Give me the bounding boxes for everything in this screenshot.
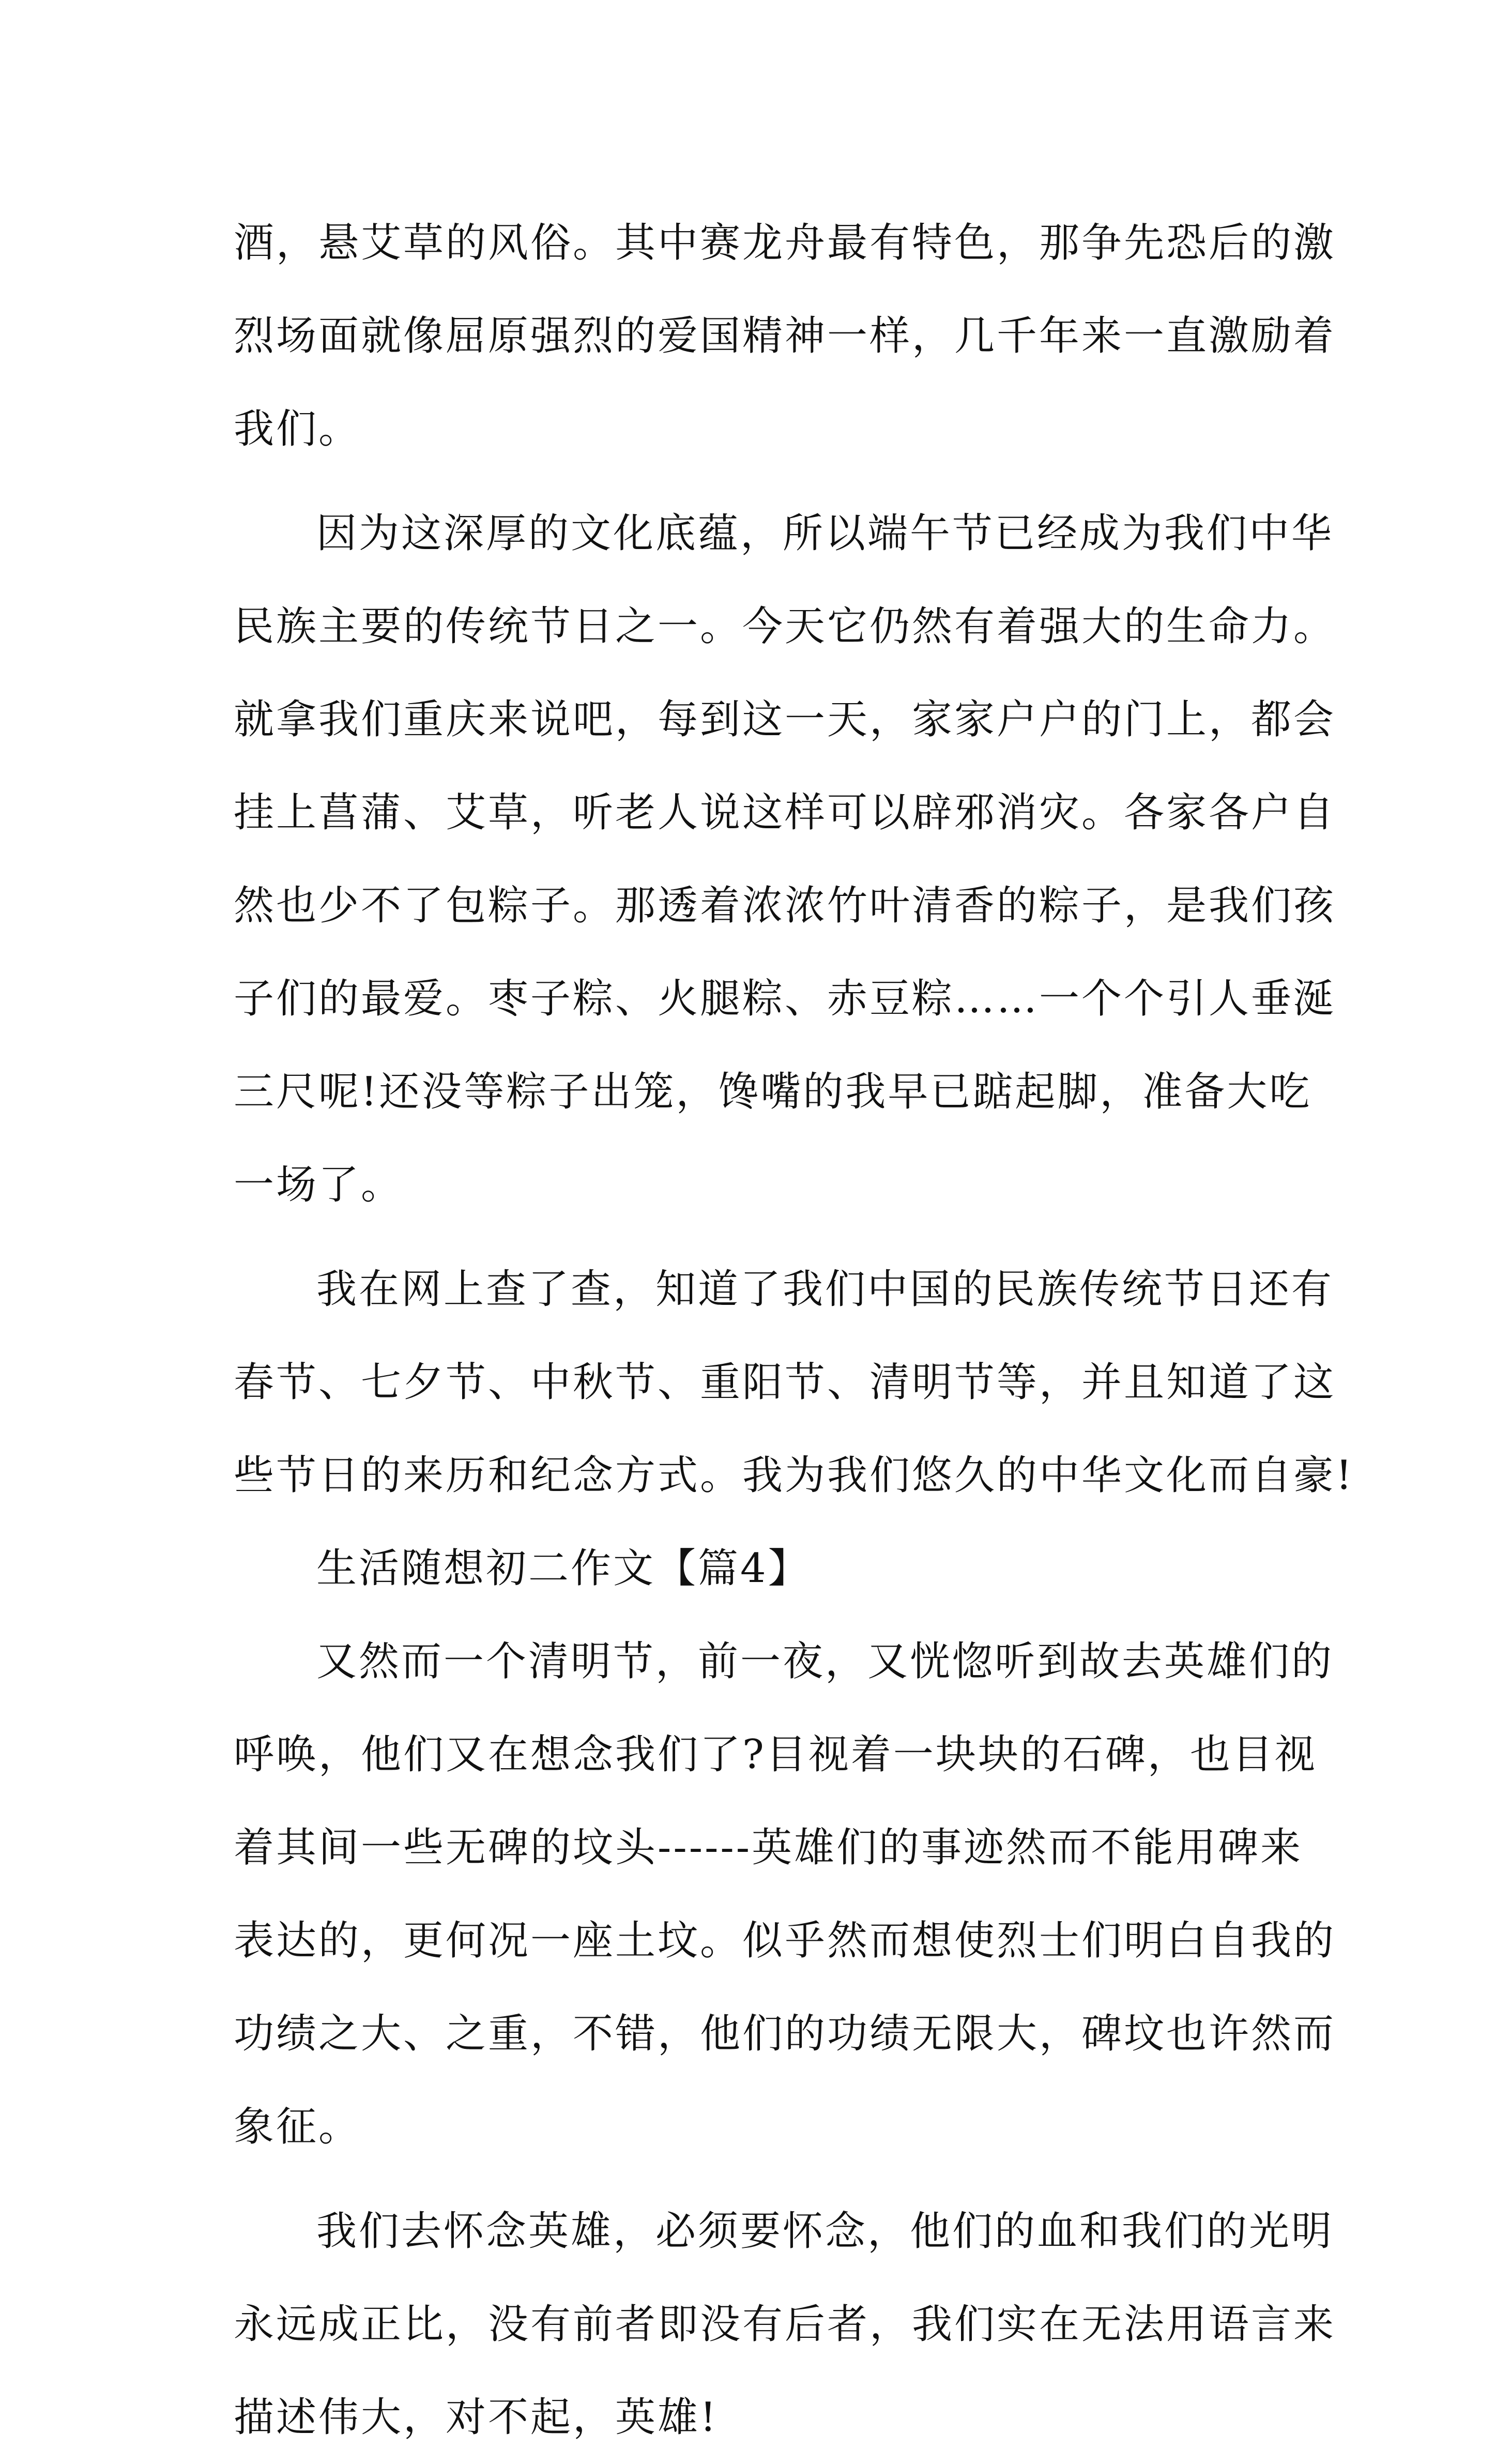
text-line-13: 春节、七夕节、中秋节、重阳节、清明节等，并且知道了这 — [234, 1359, 1336, 1406]
text-line-19: 表达的，更何况一座土坟。似乎然而想使烈士们明白自我的 — [234, 1918, 1336, 1964]
text-line-9: 子们的最爱。枣子粽、火腿粽、赤豆粽……一个个引人垂涎 — [234, 976, 1336, 1022]
text-line-14: 些节日的来历和纪念方式。我为我们悠久的中华文化而自豪! — [234, 1452, 1354, 1499]
text-line-3: 我们。 — [234, 406, 361, 452]
text-line-18: 着其间一些无碑的坟头------英雄们的事迹然而不能用碑来 — [234, 1824, 1303, 1871]
essay-body — [234, 196, 1354, 2464]
text-line-16: 又然而一个清明节，前一夜，又恍惚听到故去英雄们的 — [316, 1638, 1334, 1685]
text-line-23: 永远成正比，没有前者即没有后者，我们实在无法用语言来 — [234, 2301, 1336, 2348]
text-line-8: 然也少不了包粽子。那透着浓浓竹叶清香的粽子，是我们孩 — [234, 883, 1336, 929]
text-line-2: 烈场面就像屈原强烈的爱国精神一样，几千年来一直激励着 — [234, 313, 1336, 359]
section-heading: 生活随想初二作文【篇4】 — [316, 1545, 811, 1592]
text-line-1: 酒，悬艾草的风俗。其中赛龙舟最有特色，那争先恐后的激 — [234, 220, 1336, 266]
text-line-10: 三尺呢!还没等粽子出笼，馋嘴的我早已踮起脚，准备大吃 — [234, 1069, 1312, 1115]
text-line-17: 呼唤，他们又在想念我们了?目视着一块块的石碑，也目视 — [234, 1731, 1317, 1778]
text-line-7: 挂上菖蒲、艾草，听老人说这样可以辟邪消灾。各家各户自 — [234, 789, 1336, 836]
text-line-12: 我在网上查了查，知道了我们中国的民族传统节日还有 — [316, 1266, 1334, 1313]
text-line-22: 我们去怀念英雄，必须要怀念，他们的血和我们的光明 — [316, 2208, 1334, 2255]
text-line-4: 因为这深厚的文化底蕴，所以端午节已经成为我们中华 — [316, 510, 1334, 557]
text-line-6: 就拿我们重庆来说吧，每到这一天，家家户户的门上，都会 — [234, 696, 1336, 743]
text-line-5: 民族主要的传统节日之一。今天它仍然有着强大的生命力。 — [234, 603, 1336, 650]
text-line-11: 一场了。 — [234, 1162, 404, 1208]
text-line-21: 象征。 — [234, 2104, 361, 2150]
text-line-24: 描述伟大，对不起，英雄! — [234, 2394, 719, 2441]
text-line-20: 功绩之大、之重，不错，他们的功绩无限大，碑坟也许然而 — [234, 2011, 1336, 2057]
